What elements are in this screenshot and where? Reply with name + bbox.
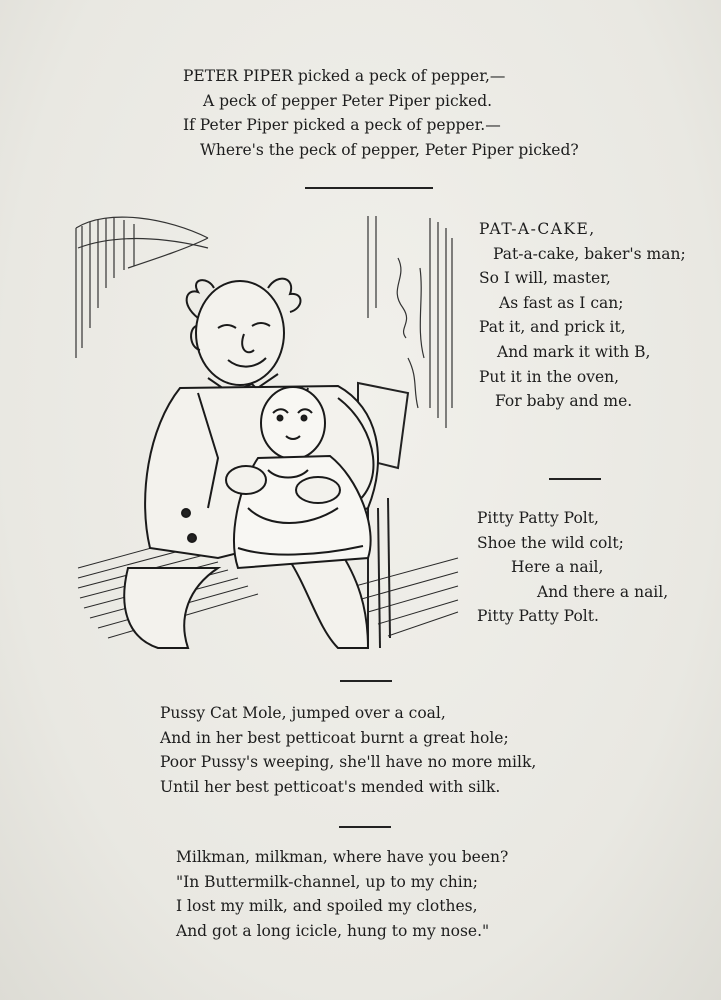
pussy-cat-stanza xyxy=(160,701,536,799)
poem-line: Pitty Patty Polt, xyxy=(477,509,599,527)
poem-line: And got a long icicle, hung to my nose." xyxy=(176,921,490,940)
poem-line: So I will, master, xyxy=(479,269,611,288)
poem-line: Pat-a-cake, baker's man; xyxy=(493,244,686,263)
poem-line: I lost my milk, and spoiled my clothes, xyxy=(176,897,478,916)
divider-rule xyxy=(340,680,392,682)
milkman-stanza xyxy=(176,845,508,943)
poem-line: Until her best petticoat's mended with silk. xyxy=(160,777,501,796)
poem-line: Pat it, and prick it, xyxy=(479,318,626,337)
divider-rule xyxy=(339,826,391,828)
peter-piper-stanza xyxy=(183,64,579,162)
poem-line: PETER PIPER picked a peck of pepper,— xyxy=(183,67,506,85)
poem-line: For baby and me. xyxy=(495,392,633,411)
poem-line: Where's the peck of pepper, Peter Piper picked? xyxy=(200,140,579,159)
pitty-patty-stanza xyxy=(477,506,668,629)
divider-rule xyxy=(305,187,433,189)
pat-a-cake-stanza xyxy=(479,217,686,414)
grandfather-baby-illustration xyxy=(68,208,460,660)
poem-line: Milkman, milkman, where have you been? xyxy=(176,848,509,866)
poem-line: And in her best petticoat burnt a great hole; xyxy=(160,728,509,747)
poem-line: "In Buttermilk-channel, up to my chin; xyxy=(176,872,478,891)
divider-rule xyxy=(549,478,601,480)
poem-line: Shoe the wild colt; xyxy=(477,533,624,552)
poem-line: As fast as I can; xyxy=(499,293,624,312)
poem-line: Pitty Patty Polt. xyxy=(477,607,599,626)
poem-line: Put it in the oven, xyxy=(479,367,620,386)
poem-title: PAT-A-CAKE, xyxy=(479,220,596,238)
poem-line: Poor Pussy's weeping, she'll have no more milk, xyxy=(160,753,537,772)
poem-line: If Peter Piper picked a peck of pepper.— xyxy=(183,116,501,135)
poem-line: And there a nail, xyxy=(537,582,669,601)
poem-line: And mark it with B, xyxy=(497,342,651,361)
poem-line: Here a nail, xyxy=(511,558,604,577)
poem-line: A peck of pepper Peter Piper picked. xyxy=(203,91,493,110)
poem-line: Pussy Cat Mole, jumped over a coal, xyxy=(160,704,446,722)
